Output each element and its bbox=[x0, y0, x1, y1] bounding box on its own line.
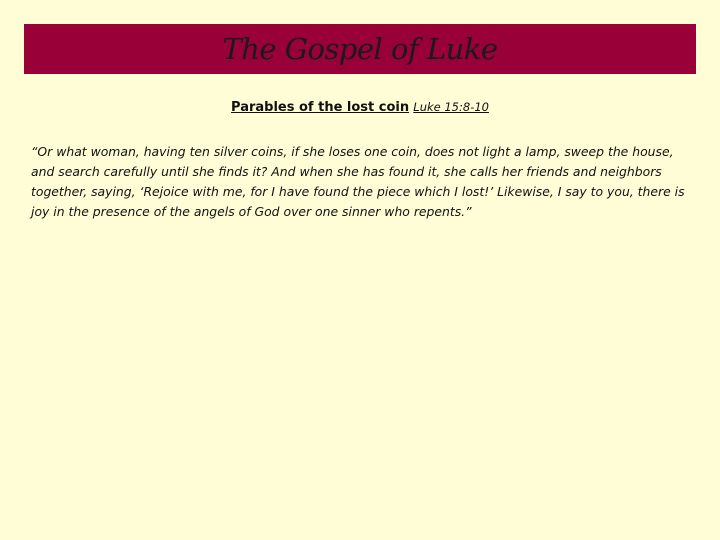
slide-title: The Gospel of Luke bbox=[222, 32, 498, 66]
scripture-reference: Luke 15:8-10 bbox=[413, 100, 489, 114]
scripture-passage: “Or what woman, having ten silver coins, if she loses one coin, does not light a lamp, sweep the house, and search carefully until she finds it? And when she has found it, she calls her friends and neighbors together, saying, ‘Rejoice with me, for I have found the piece which I lost!’ Likewise, I say to you, there is joy in the presence of the angels of God over one sinner who repents.” bbox=[31, 144, 685, 219]
heading-label: Parables of the lost coin bbox=[231, 100, 410, 115]
section-heading bbox=[0, 100, 720, 115]
title-bar bbox=[24, 24, 696, 74]
